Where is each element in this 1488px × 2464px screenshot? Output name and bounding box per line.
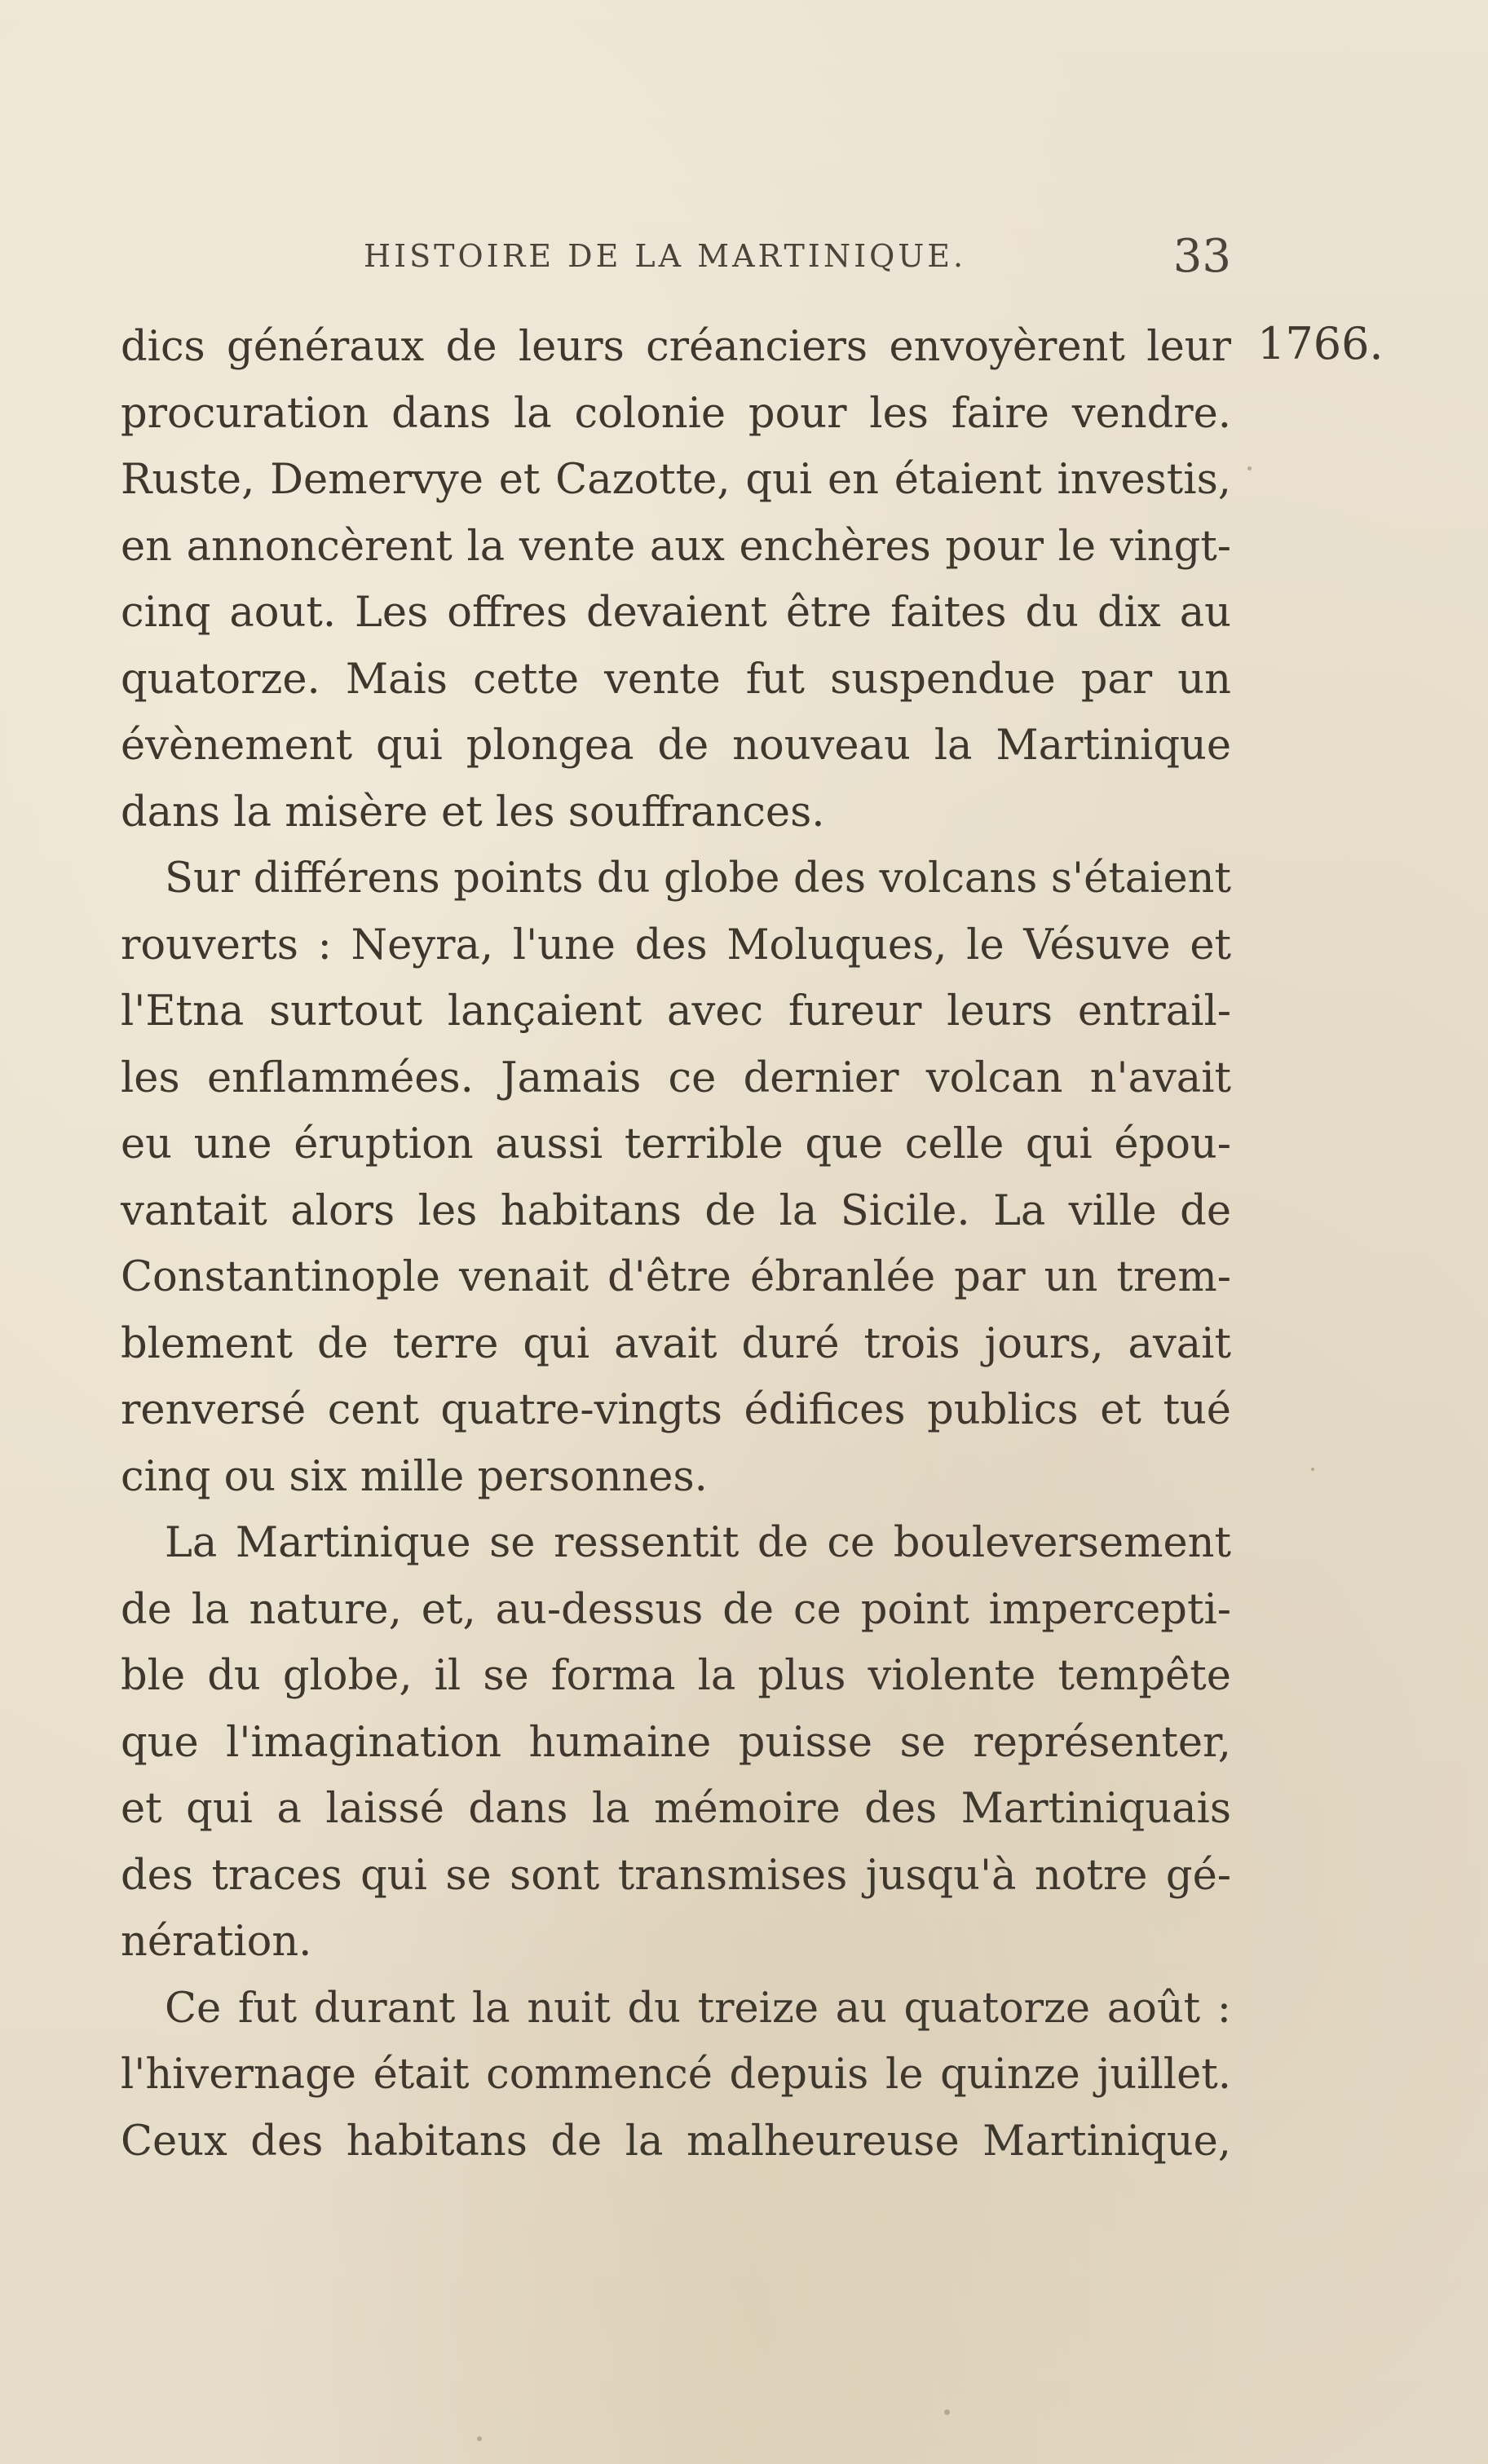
text-line: ble du globe, il se forma la plus violente tempête	[121, 1652, 1231, 1700]
text-line: procuration dans la colonie pour les faire vendre.	[121, 389, 1231, 438]
paper-speck	[477, 2436, 482, 2441]
text-line: les enflammées. Jamais ce dernier volcan n'avait	[121, 1053, 1231, 1102]
margin-year-note: 1766.	[1257, 318, 1384, 369]
text-line: La Martinique se ressentit de ce bouleversement	[165, 1519, 1231, 1567]
text-line: Ruste, Demervye et Cazotte, qui en étaient investis,	[121, 456, 1231, 504]
text-line: des traces qui se sont transmises jusqu'à notre gé-	[121, 1851, 1231, 1900]
text-line: nération.	[121, 1918, 312, 1966]
paper-speck	[1247, 466, 1252, 470]
text-line: cinq aout. Les offres devaient être faites du dix au	[121, 589, 1231, 637]
body-text	[121, 314, 1231, 2175]
text-line: cinq ou six mille personnes.	[121, 1452, 708, 1501]
text-line: blement de terre qui avait duré trois jours, avait	[121, 1319, 1231, 1368]
text-line: Ceux des habitans de la malheureuse Martinique,	[121, 2117, 1231, 2166]
text-line: évènement qui plongea de nouveau la Martinique	[121, 722, 1231, 770]
page-number: 33	[1172, 230, 1231, 283]
text-line: vantait alors les habitans de la Sicile. La ville de	[121, 1186, 1231, 1235]
text-line: eu une éruption aussi terrible que celle qui épou-	[121, 1120, 1231, 1168]
paper-speck	[944, 2409, 950, 2415]
text-line: et qui a laissé dans la mémoire des Martiniquais	[121, 1785, 1231, 1833]
text-line: renversé cent quatre-vingts édifices publics et tué	[121, 1386, 1231, 1434]
page-header	[122, 230, 1231, 287]
text-line: rouverts : Neyra, l'une des Moluques, le Vésuve et	[121, 921, 1231, 969]
text-line: que l'imagination humaine puisse se représenter,	[121, 1718, 1231, 1767]
text-line: Sur différens points du globe des volcans s'étaient	[165, 854, 1231, 903]
text-line: en annoncèrent la vente aux enchères pour le vingt-	[121, 522, 1231, 571]
paper-speck	[1311, 1468, 1314, 1471]
text-line: l'Etna surtout lançaient avec fureur leurs entrail-	[121, 987, 1231, 1035]
text-line: de la nature, et, au-dessus de ce point impercepti-	[121, 1585, 1231, 1634]
text-line: dics généraux de leurs créanciers envoyèrent leur	[121, 323, 1231, 371]
text-line: quatorze. Mais cette vente fut suspendue par un	[121, 655, 1231, 704]
text-line: Ce fut durant la nuit du treize au quatorze août :	[165, 1984, 1231, 2033]
text-line: dans la misère et les souffrances.	[121, 788, 825, 837]
text-line: l'hivernage était commencé depuis le quinze juillet.	[121, 2051, 1231, 2099]
text-line: Constantinople venait d'être ébranlée par un trem-	[121, 1253, 1231, 1301]
running-title: HISTOIRE DE LA MARTINIQUE.	[364, 238, 967, 274]
